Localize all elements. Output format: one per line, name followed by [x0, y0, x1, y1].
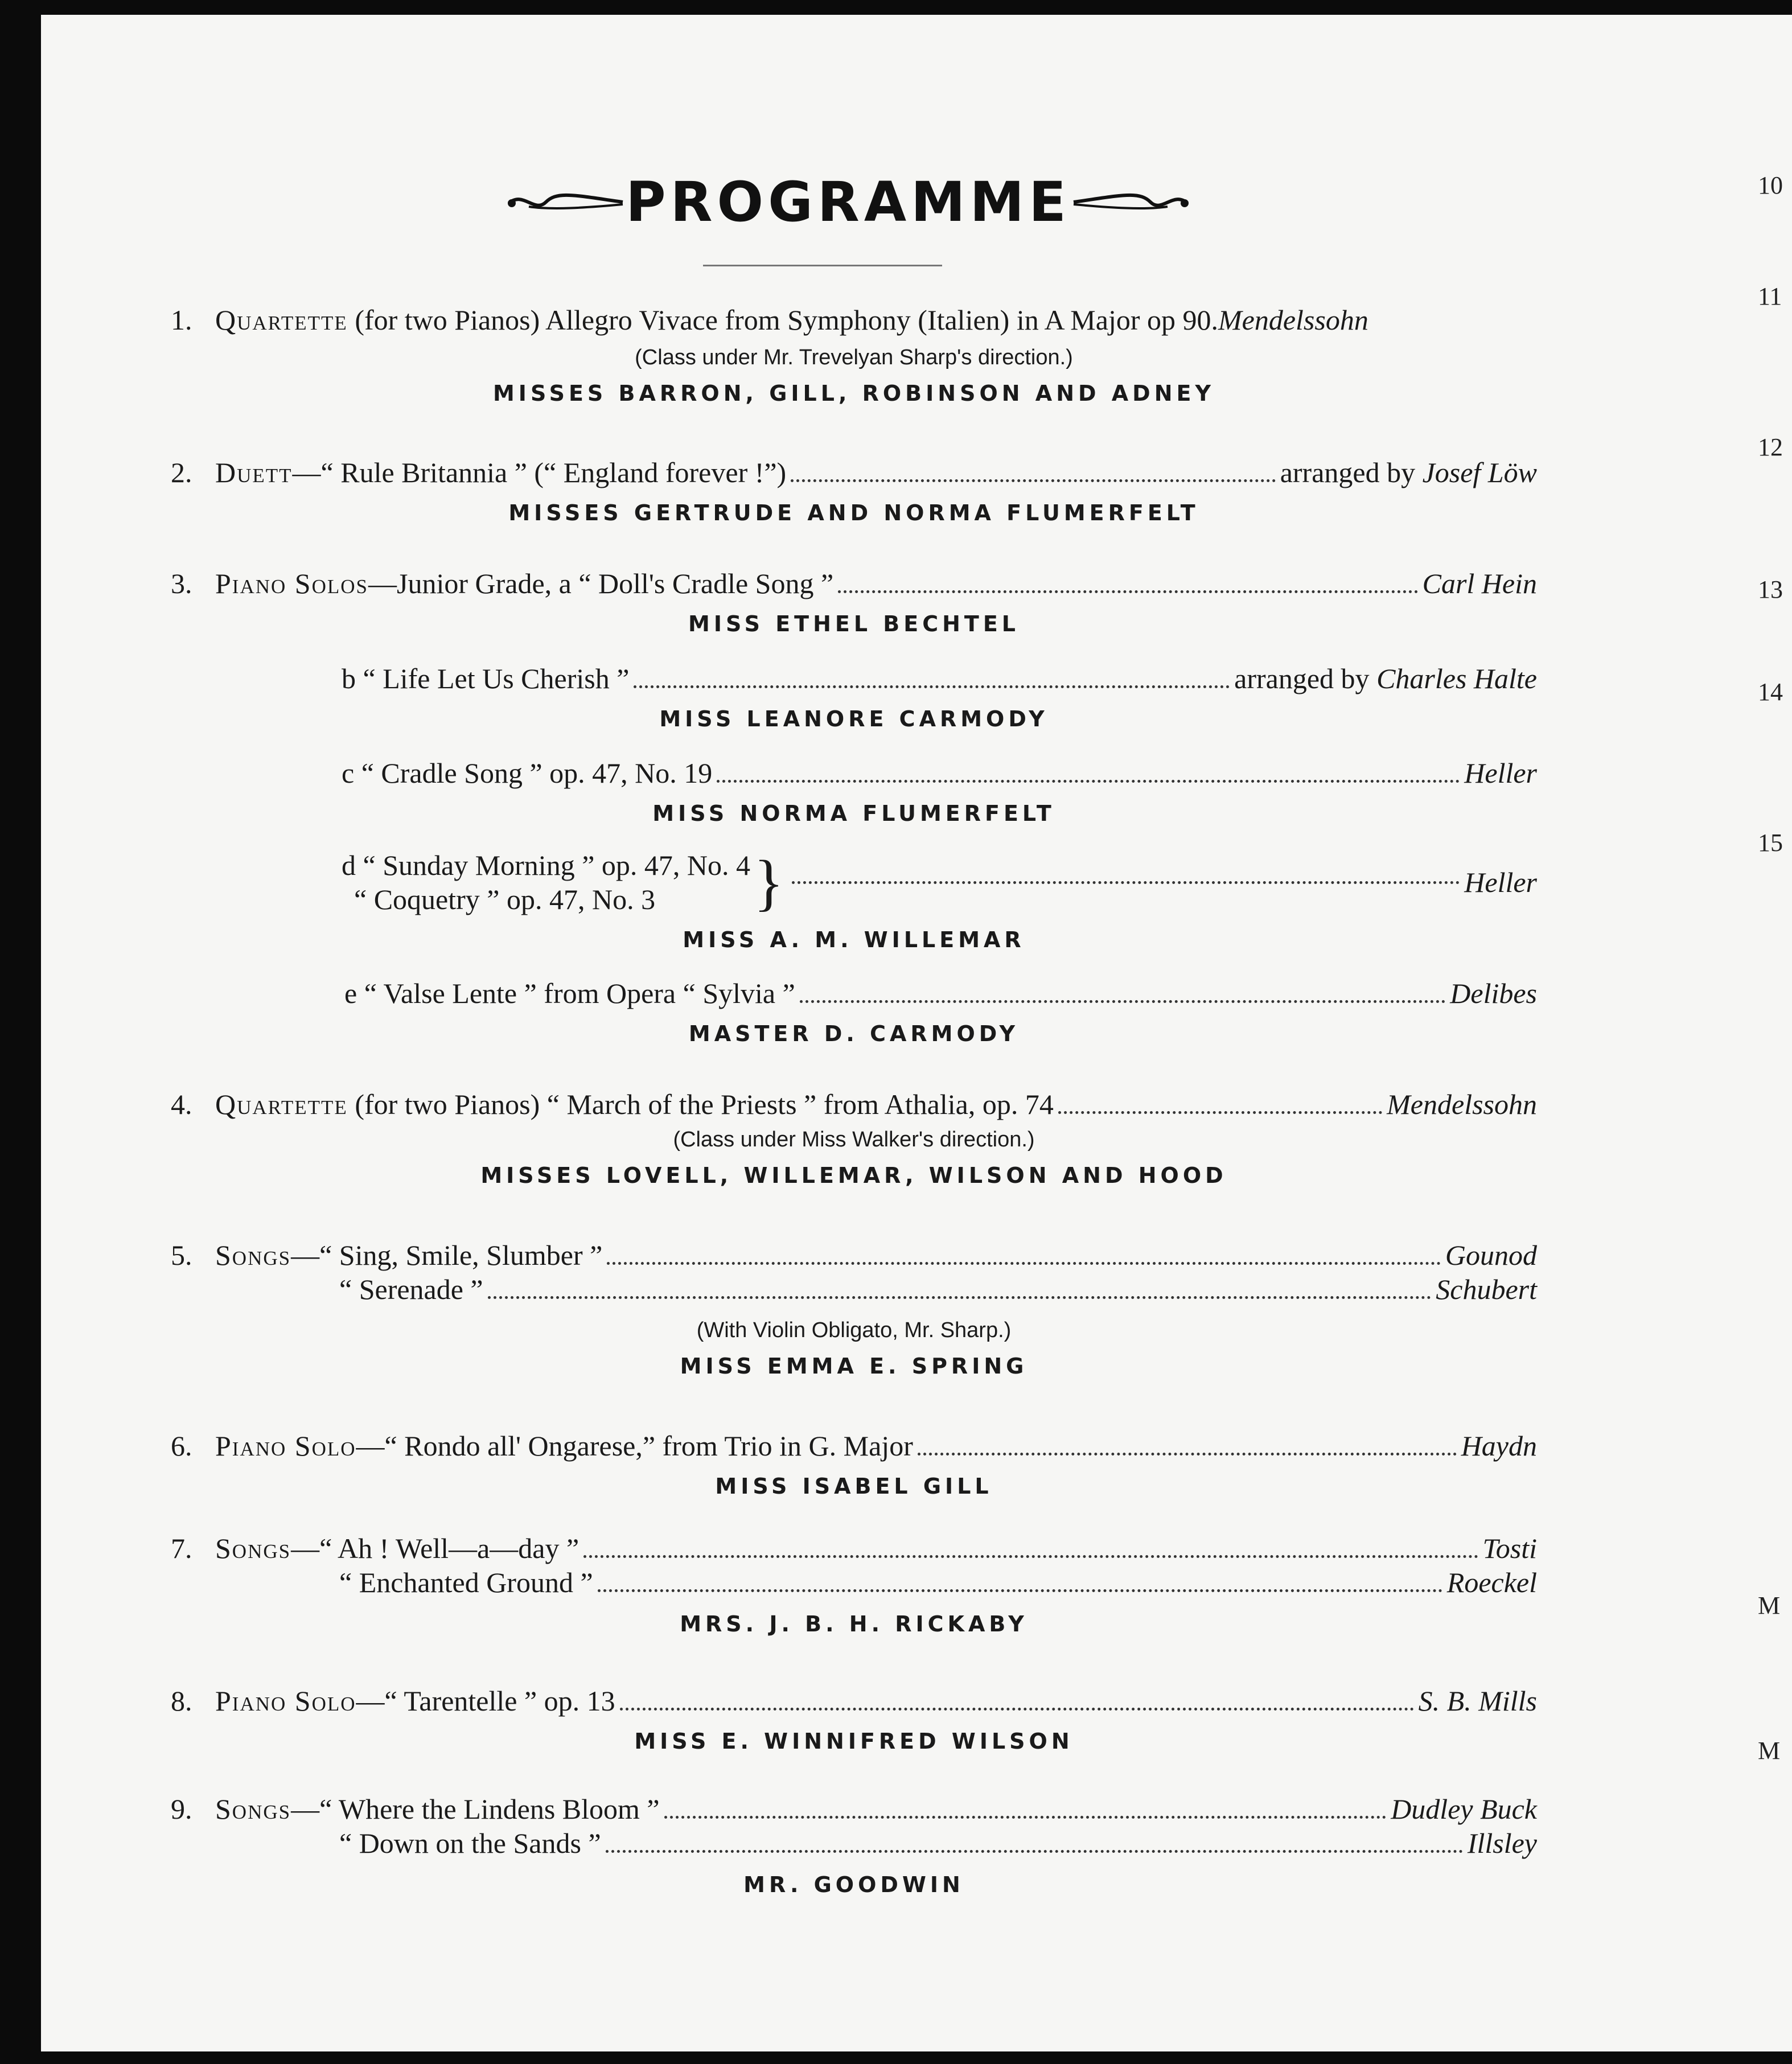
item-composer-second: Schubert	[1436, 1273, 1537, 1305]
item-composer: Charles Halte	[1376, 663, 1537, 694]
dot-leader	[583, 1555, 1478, 1558]
item-composer: Gounod	[1445, 1239, 1537, 1271]
programme-item-3a	[171, 566, 1537, 644]
item-title: —“ Rule Britannia ” (“ England forever !”)	[292, 457, 787, 488]
dot-leader	[606, 1850, 1463, 1853]
programme-item-1	[171, 303, 1537, 413]
item-title: —“ Ah ! Well—a—day ”	[291, 1532, 579, 1564]
item-composer: Delibes	[1450, 977, 1537, 1009]
item-performer: MISS ETHEL BECHTEL	[688, 611, 1020, 636]
next-page-number: 12	[1758, 433, 1783, 461]
scan-border-bottom	[0, 2051, 1792, 2064]
item-number: 9.	[171, 1793, 192, 1825]
programme-item-8	[171, 1684, 1537, 1761]
item-composer-second: Roeckel	[1446, 1566, 1537, 1598]
item-performer: MRS. J. B. H. RICKABY	[680, 1611, 1028, 1637]
item-number: 5.	[171, 1239, 192, 1271]
item-performer: MASTER D. CARMODY	[688, 1021, 1020, 1046]
item-number: 1.	[171, 304, 192, 336]
item-composer: Heller	[1464, 757, 1537, 789]
item-performer: MISSES LOVELL, WILLEMAR, WILSON AND HOOD	[480, 1163, 1227, 1188]
item-performer: MISSES GERTRUDE AND NORMA FLUMERFELT	[508, 500, 1199, 525]
next-page-number: 14	[1758, 678, 1783, 706]
item-kind: Quartette	[215, 1088, 348, 1120]
item-title: (for two Pianos) “ March of the Priests ” from Athalia, op. 74	[355, 1088, 1054, 1120]
item-kind: Piano Solo	[215, 1430, 356, 1462]
item-kind: Duett	[215, 457, 293, 488]
programme-header	[433, 165, 1264, 239]
item-number: 2.	[171, 457, 192, 488]
item-performer: MISS EMMA E. SPRING	[680, 1354, 1028, 1379]
next-page-letter: M	[1758, 1592, 1781, 1619]
item-composer: Josef Löw	[1422, 457, 1537, 488]
item-performer: MISS ISABEL GILL	[715, 1474, 993, 1499]
dot-leader	[1058, 1111, 1382, 1114]
dot-leader	[598, 1589, 1442, 1592]
item-number: 7.	[171, 1532, 192, 1564]
item-performer: MR. GOODWIN	[743, 1872, 964, 1897]
dot-leader	[607, 1262, 1441, 1265]
item-title-second: “ Serenade ”	[339, 1273, 483, 1305]
item-composer: S. B. Mills	[1418, 1685, 1537, 1717]
item-title-second: “ Enchanted Ground ”	[339, 1566, 593, 1598]
dot-leader	[918, 1453, 1457, 1456]
item-title: —“ Rondo all' Ongarese,” from Trio in G. Major	[356, 1430, 913, 1462]
item-kind: Songs	[215, 1532, 291, 1564]
item-composer: Tosti	[1482, 1532, 1537, 1564]
dot-leader	[620, 1708, 1414, 1711]
programme-item-6	[171, 1429, 1537, 1506]
dot-leader	[717, 780, 1460, 783]
item-composer: Haydn	[1461, 1430, 1537, 1462]
programme-item-7	[171, 1531, 1537, 1644]
item-composer: Carl Hein	[1422, 568, 1537, 599]
item-title-second: “ Coquetry ” op. 47, No. 3	[354, 883, 656, 915]
page-title: PROGRAMME	[626, 170, 1071, 234]
item-composer: Dudley Buck	[1391, 1793, 1537, 1825]
dot-leader	[791, 479, 1275, 482]
dot-leader	[838, 590, 1417, 593]
programme-item-3c	[171, 756, 1537, 833]
item-kind: Quartette	[215, 304, 348, 336]
next-page-number: 10	[1758, 171, 1783, 199]
item-title: (for two Pianos) Allegro Vivace from Symphony (Italien) in A Major op 90.	[355, 304, 1218, 336]
item-performer: MISS E. WINNIFRED WILSON	[634, 1729, 1074, 1754]
next-page-letter: M	[1758, 1737, 1781, 1765]
item-number: 3.	[171, 568, 192, 599]
item-title: d “ Sunday Morning ” op. 47, No. 4	[342, 849, 750, 881]
item-title: —“ Sing, Smile, Slumber ”	[291, 1239, 603, 1271]
item-performer: MISSES BARRON, GILL, ROBINSON AND ADNEY	[492, 381, 1215, 406]
title-divider	[703, 265, 942, 266]
composer-prefix: arranged by	[1280, 457, 1416, 488]
item-number: 4.	[171, 1088, 192, 1120]
item-performer: MISS NORMA FLUMERFELT	[652, 801, 1055, 826]
scan-border-left	[0, 0, 41, 2064]
composer-prefix: arranged by	[1234, 663, 1370, 694]
programme-item-3e	[171, 976, 1537, 1054]
item-composer: Mendelssohn	[1387, 1088, 1537, 1120]
item-note: (Class under Mr. Trevelyan Sharp's direction.)	[635, 346, 1073, 369]
item-kind: Songs	[215, 1793, 291, 1825]
dot-leader	[634, 685, 1230, 688]
programme-item-3b	[171, 661, 1537, 739]
item-note: (With Violin Obligato, Mr. Sharp.)	[696, 1318, 1012, 1342]
item-kind: Songs	[215, 1239, 291, 1271]
programme-item-5	[171, 1238, 1537, 1386]
dot-leader	[800, 1000, 1445, 1003]
item-composer: Heller	[1464, 866, 1537, 898]
item-number: 6.	[171, 1430, 192, 1462]
item-title: b “ Life Let Us Cherish ”	[342, 663, 630, 694]
item-number: 8.	[171, 1685, 192, 1717]
right-flourish-icon	[1071, 185, 1190, 219]
item-title: —“ Tarentelle ” op. 13	[356, 1685, 615, 1717]
item-title-second: “ Down on the Sands ”	[339, 1827, 601, 1859]
item-composer-second: Illsley	[1467, 1827, 1537, 1859]
dot-leader	[792, 881, 1460, 884]
item-title: —“ Where the Lindens Bloom ”	[291, 1793, 660, 1825]
item-composer: Mendelssohn	[1218, 304, 1368, 336]
dot-leader	[664, 1816, 1387, 1819]
programme-item-2	[171, 455, 1537, 533]
item-title: c “ Cradle Song ” op. 47, No. 19	[342, 757, 713, 789]
item-note: (Class under Miss Walker's direction.)	[673, 1128, 1035, 1152]
left-flourish-icon	[506, 185, 626, 219]
next-page-number: 11	[1758, 282, 1782, 310]
programme-item-4	[171, 1087, 1537, 1195]
programme-item-3d	[171, 848, 1537, 960]
item-kind: Piano Solo	[215, 1685, 356, 1717]
item-title: e “ Valse Lente ” from Opera “ Sylvia ”	[344, 977, 795, 1009]
next-page-number: 15	[1758, 829, 1783, 857]
item-performer: MISS LEANORE CARMODY	[659, 706, 1049, 731]
brace-icon: }	[754, 848, 784, 917]
item-title: —Junior Grade, a “ Doll's Cradle Song ”	[368, 568, 834, 599]
next-page-number: 13	[1758, 575, 1783, 603]
item-performer: MISS A. M. WILLEMAR	[683, 927, 1025, 952]
programme-item-9	[171, 1792, 1537, 1905]
dot-leader	[488, 1296, 1432, 1299]
item-kind: Piano Solos	[215, 568, 368, 599]
